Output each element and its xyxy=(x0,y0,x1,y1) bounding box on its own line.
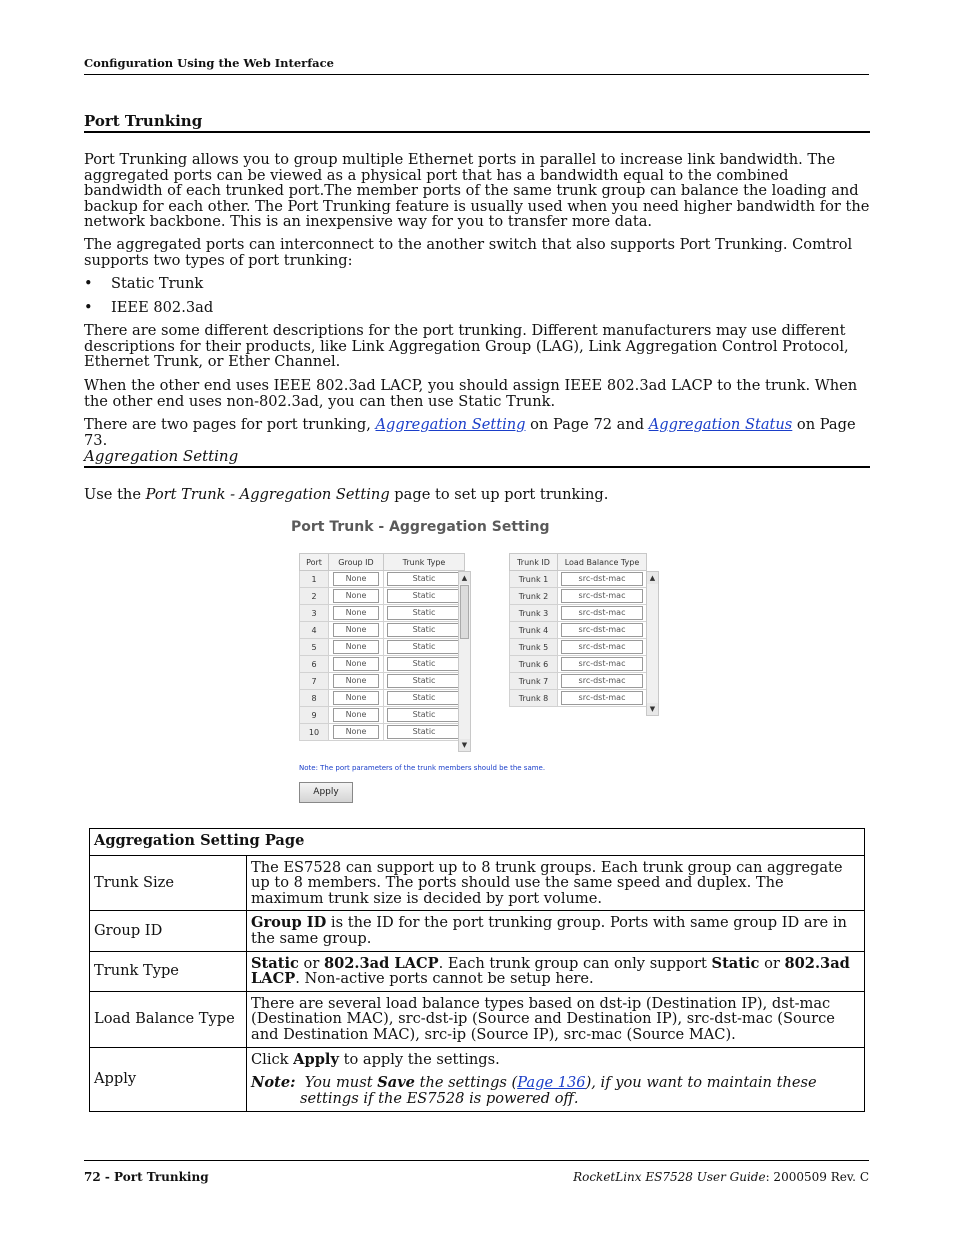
column-header: Port xyxy=(300,554,329,571)
trunk-id: Trunk 6 xyxy=(510,656,558,673)
port-number: 4 xyxy=(300,622,329,639)
port-row xyxy=(300,707,465,724)
trunk-row xyxy=(510,622,647,639)
trunk-id: Trunk 4 xyxy=(510,622,558,639)
bullet-item: • IEEE 802.3ad xyxy=(84,299,214,316)
trunk-type-cell xyxy=(384,673,465,690)
port-row xyxy=(300,622,465,639)
trunk-id: Trunk 3 xyxy=(510,605,558,622)
trunk-type-select[interactable]: Static xyxy=(387,691,461,705)
trunk-type-cell xyxy=(384,690,465,707)
table-row xyxy=(90,911,865,951)
trunk-row xyxy=(510,571,647,588)
group-id-cell xyxy=(329,588,384,605)
trunk-type-cell xyxy=(384,724,465,741)
field-description: Click Apply to apply the settings. Note: You must Save the settings (Page 136), if you want to maintain these settings if the ES7528 is powered off. xyxy=(247,1047,865,1111)
footer-page-label: 72 - Port Trunking xyxy=(84,1170,209,1184)
port-number: 5 xyxy=(300,639,329,656)
load-balance-cell xyxy=(558,673,647,690)
screenshot-note: Note: The port parameters of the trunk members should be the same. xyxy=(299,764,546,772)
trunk-id: Trunk 7 xyxy=(510,673,558,690)
subsection-title: Aggregation Setting xyxy=(84,447,239,465)
trunk-id: Trunk 1 xyxy=(510,571,558,588)
load-balance-cell xyxy=(558,605,647,622)
table-header: Aggregation Setting Page xyxy=(90,829,865,856)
trunk-id: Trunk 5 xyxy=(510,639,558,656)
port-number: 9 xyxy=(300,707,329,724)
table-row xyxy=(90,991,865,1047)
table-row xyxy=(90,855,865,911)
paragraph-descriptions: There are some different descriptions for the port trunking. Different manufacturers may use different descriptions for their products, like Link Aggregation Group (LAG), Link Aggregation Control Protocol, Ethernet Trunk, or Ether Channel. xyxy=(84,322,849,371)
header-rule xyxy=(84,74,869,75)
group-id-select[interactable]: None xyxy=(333,725,379,739)
field-name: Load Balance Type xyxy=(90,991,247,1047)
load-balance-cell xyxy=(558,656,647,673)
trunk-type-select[interactable]: Static xyxy=(387,725,461,739)
paragraph-pages: There are two pages for port trunking, Aggregation Setting on Page 72 and Aggregation Status on Page 73. xyxy=(84,416,856,449)
load-balance-select[interactable]: src-dst-mac xyxy=(561,623,643,637)
port-number: 8 xyxy=(300,690,329,707)
footer-doc-label: RocketLinx ES7528 User Guide: 2000509 Rev. C xyxy=(573,1170,869,1184)
trunk-row xyxy=(510,656,647,673)
trunk-type-select[interactable]: Static xyxy=(387,589,461,603)
port-number: 1 xyxy=(300,571,329,588)
load-balance-cell xyxy=(558,690,647,707)
port-number: 7 xyxy=(300,673,329,690)
subsection-intro: Use the Port Trunk - Aggregation Setting page to set up port trunking. xyxy=(84,486,609,503)
port-row xyxy=(300,639,465,656)
port-number: 3 xyxy=(300,605,329,622)
column-header: Load Balance Type xyxy=(558,554,647,571)
group-id-cell xyxy=(329,707,384,724)
trunk-type-cell xyxy=(384,622,465,639)
trunk-type-cell xyxy=(384,571,465,588)
running-header: Configuration Using the Web Interface xyxy=(84,56,334,70)
trunk-row xyxy=(510,673,647,690)
load-balance-select[interactable]: src-dst-mac xyxy=(561,606,643,620)
field-description: There are several load balance types based on dst-ip (Destination IP), dst-mac (Destination MAC), src-dst-ip (Source and Destination IP), src-dst-mac (Source and Destination MAC), src-ip (Source IP), src-mac (Source MAC). xyxy=(247,991,865,1047)
port-row xyxy=(300,605,465,622)
port-number: 10 xyxy=(300,724,329,741)
group-id-cell xyxy=(329,673,384,690)
load-balance-select[interactable]: src-dst-mac xyxy=(561,674,643,688)
section-title: Port Trunking xyxy=(84,112,203,130)
bullet-item: • Static Trunk xyxy=(84,275,204,292)
group-id-cell xyxy=(329,622,384,639)
load-balance-cell xyxy=(558,639,647,656)
field-name: Group ID xyxy=(90,911,247,951)
trunk-table-scrollbar[interactable] xyxy=(646,571,659,716)
group-id-cell xyxy=(329,571,384,588)
group-id-cell xyxy=(329,690,384,707)
load-balance-cell xyxy=(558,622,647,639)
port-number: 2 xyxy=(300,588,329,605)
trunk-row xyxy=(510,639,647,656)
scroll-thumb[interactable] xyxy=(460,585,469,639)
section-rule xyxy=(84,131,870,133)
load-balance-select[interactable]: src-dst-mac xyxy=(561,657,643,671)
load-balance-select[interactable]: src-dst-mac xyxy=(561,572,643,586)
field-description: Group ID is the ID for the port trunking group. Ports with same group ID are in the same group. xyxy=(247,911,865,951)
save-page-link[interactable]: Page 136 xyxy=(517,1073,586,1091)
group-id-cell xyxy=(329,724,384,741)
aggregation-status-link[interactable]: Aggregation Status xyxy=(648,416,793,433)
apply-button[interactable]: Apply xyxy=(299,782,353,803)
trunk-id: Trunk 8 xyxy=(510,690,558,707)
group-id-cell xyxy=(329,605,384,622)
group-id-select[interactable]: None xyxy=(333,572,379,586)
trunk-table-panel xyxy=(509,553,647,707)
table-row xyxy=(90,951,865,991)
port-row xyxy=(300,690,465,707)
load-balance-select[interactable]: src-dst-mac xyxy=(561,640,643,654)
scroll-up-icon[interactable]: ▲ xyxy=(459,572,470,584)
field-description: Static or 802.3ad LACP. Each trunk group can only support Static or 802.3ad LACP. Non-active ports cannot be setup here. xyxy=(247,951,865,991)
paragraph-intro: Port Trunking allows you to group multiple Ethernet ports in parallel to increase link bandwidth. The aggregated ports can be viewed as a physical port that has a bandwidth equal to the combined bandwidth of each trunked port.The member ports of the same trunk group can balance the loading and backup for each other. The Port Trunking feature is usually used when you need higher bandwidth for the network backbone. This is an inexpensive way for you to transfer more data. xyxy=(84,151,870,231)
paragraph-lacp: When the other end uses IEEE 802.3ad LACP, you should assign IEEE 802.3ad LACP to the trunk. When the other end uses non-802.3ad, you can then use Static Trunk. xyxy=(84,377,858,410)
trunk-type-select[interactable]: Static xyxy=(387,623,461,637)
group-id-select[interactable]: None xyxy=(333,657,379,671)
table-row xyxy=(90,1047,865,1111)
trunk-type-select[interactable]: Static xyxy=(387,657,461,671)
field-name: Trunk Type xyxy=(90,951,247,991)
trunk-type-select[interactable]: Static xyxy=(387,640,461,654)
column-header: Group ID xyxy=(329,554,384,571)
subsection-rule xyxy=(84,466,870,468)
group-id-select[interactable]: None xyxy=(333,708,379,722)
trunk-type-select[interactable]: Static xyxy=(387,572,461,586)
group-id-select[interactable]: None xyxy=(333,674,379,688)
port-row xyxy=(300,724,465,741)
trunk-type-select[interactable]: Static xyxy=(387,606,461,620)
field-name: Apply xyxy=(90,1047,247,1111)
footer-rule xyxy=(84,1160,869,1161)
trunk-type-cell xyxy=(384,605,465,622)
column-header: Trunk ID xyxy=(510,554,558,571)
scroll-up-icon[interactable]: ▲ xyxy=(647,572,658,584)
trunk-row xyxy=(510,690,647,707)
trunk-type-cell xyxy=(384,656,465,673)
port-row xyxy=(300,571,465,588)
group-id-select[interactable]: None xyxy=(333,589,379,603)
group-id-cell xyxy=(329,656,384,673)
note: Note: You must Save the settings (Page 136), if you want to maintain these settings if the ES7528 is powered off. xyxy=(251,1073,817,1107)
trunk-type-select[interactable]: Static xyxy=(387,708,461,722)
aggregation-setting-table xyxy=(89,828,865,1112)
trunk-type-cell xyxy=(384,639,465,656)
port-row xyxy=(300,656,465,673)
port-row xyxy=(300,673,465,690)
group-id-select[interactable]: None xyxy=(333,606,379,620)
trunk-row xyxy=(510,605,647,622)
group-id-select[interactable]: None xyxy=(333,691,379,705)
load-balance-select[interactable]: src-dst-mac xyxy=(561,589,643,603)
trunk-table xyxy=(509,553,647,707)
port-table-panel xyxy=(299,553,465,741)
group-id-select[interactable]: None xyxy=(333,623,379,637)
scroll-down-icon[interactable]: ▼ xyxy=(459,739,470,751)
column-header: Trunk Type xyxy=(384,554,465,571)
load-balance-select[interactable]: src-dst-mac xyxy=(561,691,643,705)
port-table xyxy=(299,553,465,741)
field-name: Trunk Size xyxy=(90,855,247,911)
trunk-type-select[interactable]: Static xyxy=(387,674,461,688)
trunk-row xyxy=(510,588,647,605)
port-number: 6 xyxy=(300,656,329,673)
port-row xyxy=(300,588,465,605)
load-balance-cell xyxy=(558,571,647,588)
paragraph-interconnect: The aggregated ports can interconnect to the another switch that also supports Port Trunking. Comtrol supports two types of port trunking: xyxy=(84,236,853,269)
trunk-type-cell xyxy=(384,707,465,724)
port-table-scrollbar[interactable] xyxy=(458,571,471,752)
load-balance-cell xyxy=(558,588,647,605)
aggregation-setting-link[interactable]: Aggregation Setting xyxy=(375,416,526,433)
field-description: The ES7528 can support up to 8 trunk groups. Each trunk group can aggregate up to 8 members. The ports should use the same speed and duplex. The maximum trunk size is decided by port volume. xyxy=(247,855,865,911)
group-id-cell xyxy=(329,639,384,656)
trunk-type-cell xyxy=(384,588,465,605)
trunk-id: Trunk 2 xyxy=(510,588,558,605)
screenshot-title: Port Trunk - Aggregation Setting xyxy=(291,519,550,535)
scroll-down-icon[interactable]: ▼ xyxy=(647,703,658,715)
group-id-select[interactable]: None xyxy=(333,640,379,654)
